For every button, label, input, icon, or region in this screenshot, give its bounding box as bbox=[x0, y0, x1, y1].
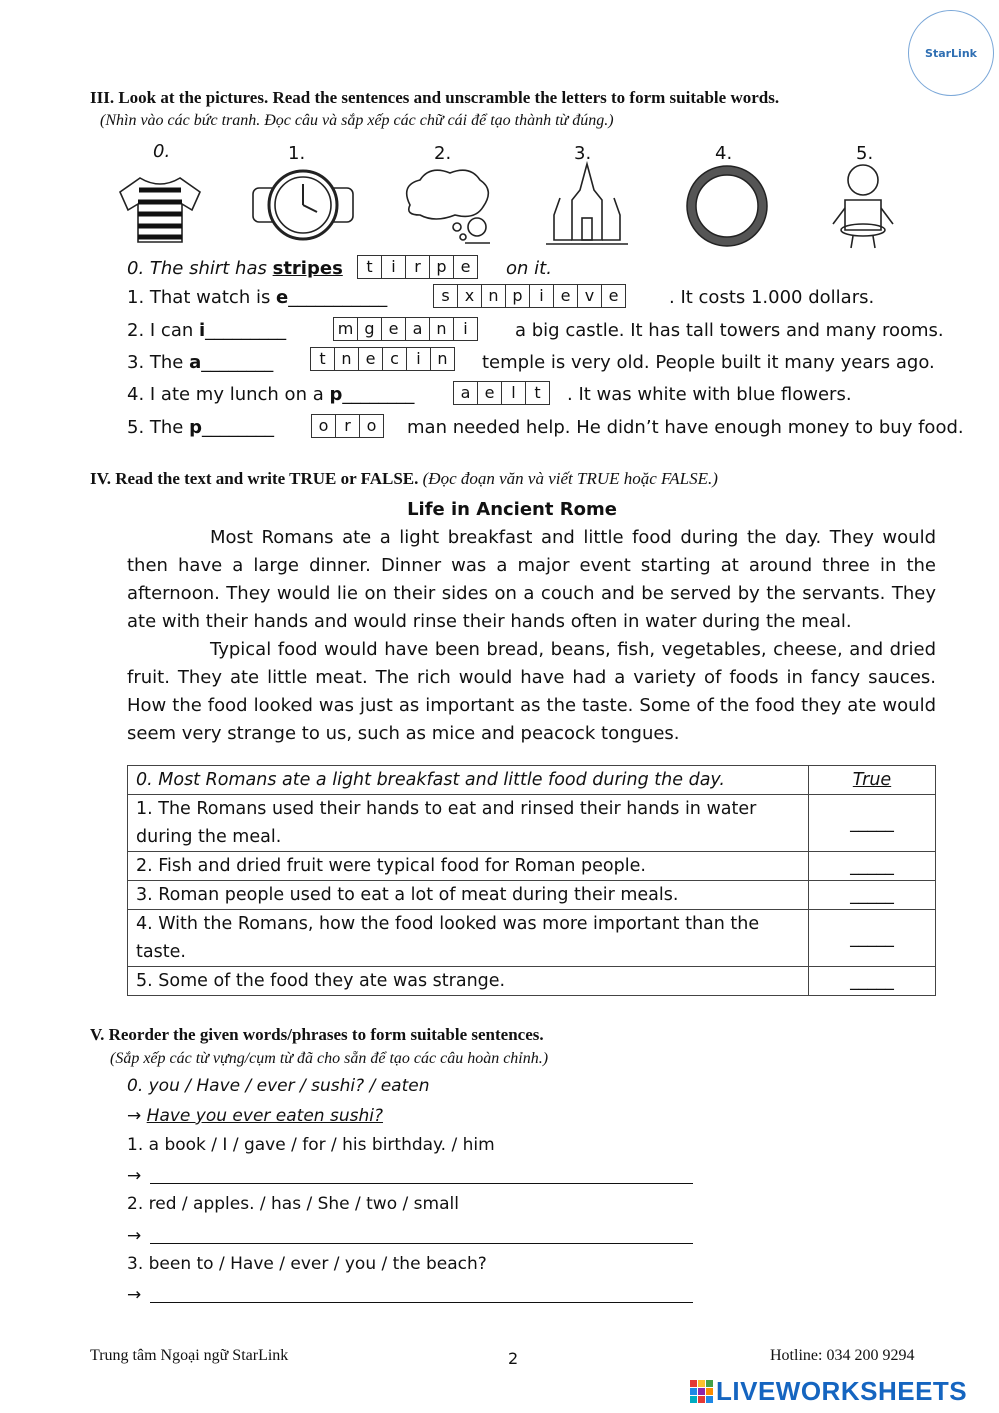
picture-number-3: 3. bbox=[574, 143, 592, 164]
picture-number-5: 5. bbox=[856, 143, 874, 164]
unscramble-item-4-rest: . It was white with blue flowers. bbox=[567, 384, 852, 405]
scrambled-letters-3: t n e c i n bbox=[310, 347, 455, 371]
reorder-prompt-3: 3. been to / Have / ever / you / the beach? bbox=[127, 1254, 487, 1274]
unscramble-item-4[interactable]: 4. I ate my lunch on a p________ bbox=[127, 384, 415, 405]
table-row bbox=[128, 852, 936, 881]
starlink-logo: StarLink bbox=[908, 10, 994, 96]
reorder-prompt-2: 2. red / apples. / has / She / two / small bbox=[127, 1194, 459, 1214]
reorder-answer-2[interactable] bbox=[150, 1243, 693, 1244]
liveworksheets-logo: LIVEWORKSHEETS bbox=[690, 1376, 967, 1407]
unscramble-item-2-rest: a big castle. It has tall towers and many rooms. bbox=[515, 320, 944, 341]
table-row bbox=[128, 967, 936, 996]
unscramble-item-5-rest: man needed help. He didn’t have enough money to buy food. bbox=[407, 417, 964, 438]
section-4-heading: IV. Read the text and write TRUE or FALSE. (Đọc đoạn văn và viết TRUE hoặc FALSE.) bbox=[90, 469, 718, 488]
liveworksheets-icon bbox=[690, 1380, 714, 1404]
section-3-heading: III. Look at the pictures. Read the sentences and unscramble the letters to form suitable words. bbox=[90, 88, 780, 107]
thinking-boy-icon bbox=[395, 165, 500, 245]
unscramble-item-5[interactable]: 5. The p________ bbox=[127, 417, 274, 438]
scrambled-letters-4: a e l t bbox=[453, 381, 550, 405]
poor-man-icon bbox=[825, 158, 900, 250]
picture-number-0: 0. bbox=[153, 141, 171, 162]
answer-input[interactable]: _____ bbox=[809, 967, 936, 996]
picture-number-2: 2. bbox=[434, 143, 452, 164]
arrow-icon: → bbox=[127, 1226, 142, 1246]
section-5-heading: V. Reorder the given words/phrases to form suitable sentences. bbox=[90, 1025, 544, 1044]
unscramble-item-0: 0. The shirt has stripes bbox=[127, 258, 343, 279]
table-row bbox=[128, 766, 936, 795]
passage-paragraph-1: Most Romans ate a light breakfast and little food during the day. They would then have a large dinner. Dinner was a major event starting at around three in the afternoon. They would lie on their sides on a couch and be served by the servants. They ate with their hands and would rinse their hands often in water during the meal. bbox=[127, 527, 936, 632]
scrambled-letters-5: o r o bbox=[311, 414, 384, 438]
answer-input[interactable]: _____ bbox=[809, 910, 936, 967]
page-number: 2 bbox=[508, 1349, 519, 1368]
unscramble-item-3[interactable]: 3. The a________ bbox=[127, 352, 274, 373]
answer-cell: True bbox=[809, 766, 936, 795]
passage-text bbox=[127, 524, 936, 748]
reorder-answer-3[interactable] bbox=[150, 1302, 693, 1303]
scrambled-letters-1: s x n p i e v e bbox=[433, 284, 626, 308]
statement-cell: 3. Roman people used to eat a lot of meat during their meals. bbox=[128, 881, 809, 910]
plate-icon bbox=[682, 162, 772, 250]
unscramble-item-3-rest: temple is very old. People built it many years ago. bbox=[482, 352, 935, 373]
true-false-table bbox=[127, 765, 936, 996]
arrow-icon: → bbox=[127, 1285, 142, 1305]
statement-cell: 2. Fish and dried fruit were typical food for Roman people. bbox=[128, 852, 809, 881]
answer-input[interactable]: _____ bbox=[809, 881, 936, 910]
watch-icon bbox=[245, 160, 360, 250]
statement-cell: 0. Most Romans ate a light breakfast and little food during the day. bbox=[128, 766, 809, 795]
reorder-answer-0: → Have you ever eaten sushi? bbox=[127, 1106, 383, 1126]
footer-hotline: Hotline: 034 200 9294 bbox=[770, 1347, 915, 1364]
unscramble-item-2[interactable]: 2. I can i_________ bbox=[127, 320, 287, 341]
striped-shirt-icon bbox=[110, 170, 210, 250]
unscramble-item-0-rest: on it. bbox=[506, 258, 552, 279]
passage-title: Life in Ancient Rome bbox=[407, 499, 617, 520]
scrambled-letters-0: t i r p e bbox=[357, 255, 478, 279]
passage-paragraph-2: Typical food would have been bread, beans, fish, vegetables, cheese, and dried fruit. They ate little meat. The rich would have had a variety of foods in fancy sauces. How the food looked was just as important as the taste. Some of the food they ate would seem very strange to us, such as mice and peacock tongues. bbox=[127, 639, 936, 744]
reorder-prompt-1: 1. a book / I / gave / for / his birthday. / him bbox=[127, 1135, 495, 1155]
section-5-subheading: (Sắp xếp các từ vựng/cụm từ đã cho sẵn để tạo các câu hoàn chỉnh.) bbox=[110, 1050, 549, 1067]
unscramble-item-1-rest: . It costs 1.000 dollars. bbox=[669, 287, 875, 308]
statement-cell: 1. The Romans used their hands to eat and rinsed their hands in water during the meal. bbox=[128, 795, 809, 852]
reorder-answer-1[interactable] bbox=[150, 1183, 693, 1184]
table-row bbox=[128, 881, 936, 910]
unscramble-item-1[interactable]: 1. That watch is e___________ bbox=[127, 287, 388, 308]
table-row bbox=[128, 910, 936, 967]
answer-input[interactable]: _____ bbox=[809, 852, 936, 881]
arrow-icon: → bbox=[127, 1106, 142, 1126]
table-row bbox=[128, 795, 936, 852]
reorder-prompt-0: 0. you / Have / ever / sushi? / eaten bbox=[127, 1076, 430, 1096]
section-3-subheading: (Nhìn vào các bức tranh. Đọc câu và sắp xếp các chữ cái để tạo thành từ đúng.) bbox=[100, 112, 614, 129]
arrow-icon: → bbox=[127, 1166, 142, 1186]
statement-cell: 5. Some of the food they ate was strange. bbox=[128, 967, 809, 996]
picture-number-1: 1. bbox=[288, 143, 306, 164]
picture-number-4: 4. bbox=[715, 143, 733, 164]
footer-center-name: Trung tâm Ngoại ngữ StarLink bbox=[90, 1347, 289, 1364]
temple-icon bbox=[542, 160, 632, 250]
statement-cell: 4. With the Romans, how the food looked was more important than the taste. bbox=[128, 910, 809, 967]
scrambled-letters-2: m g e a n i bbox=[333, 317, 478, 341]
answer-input[interactable]: _____ bbox=[809, 795, 936, 852]
